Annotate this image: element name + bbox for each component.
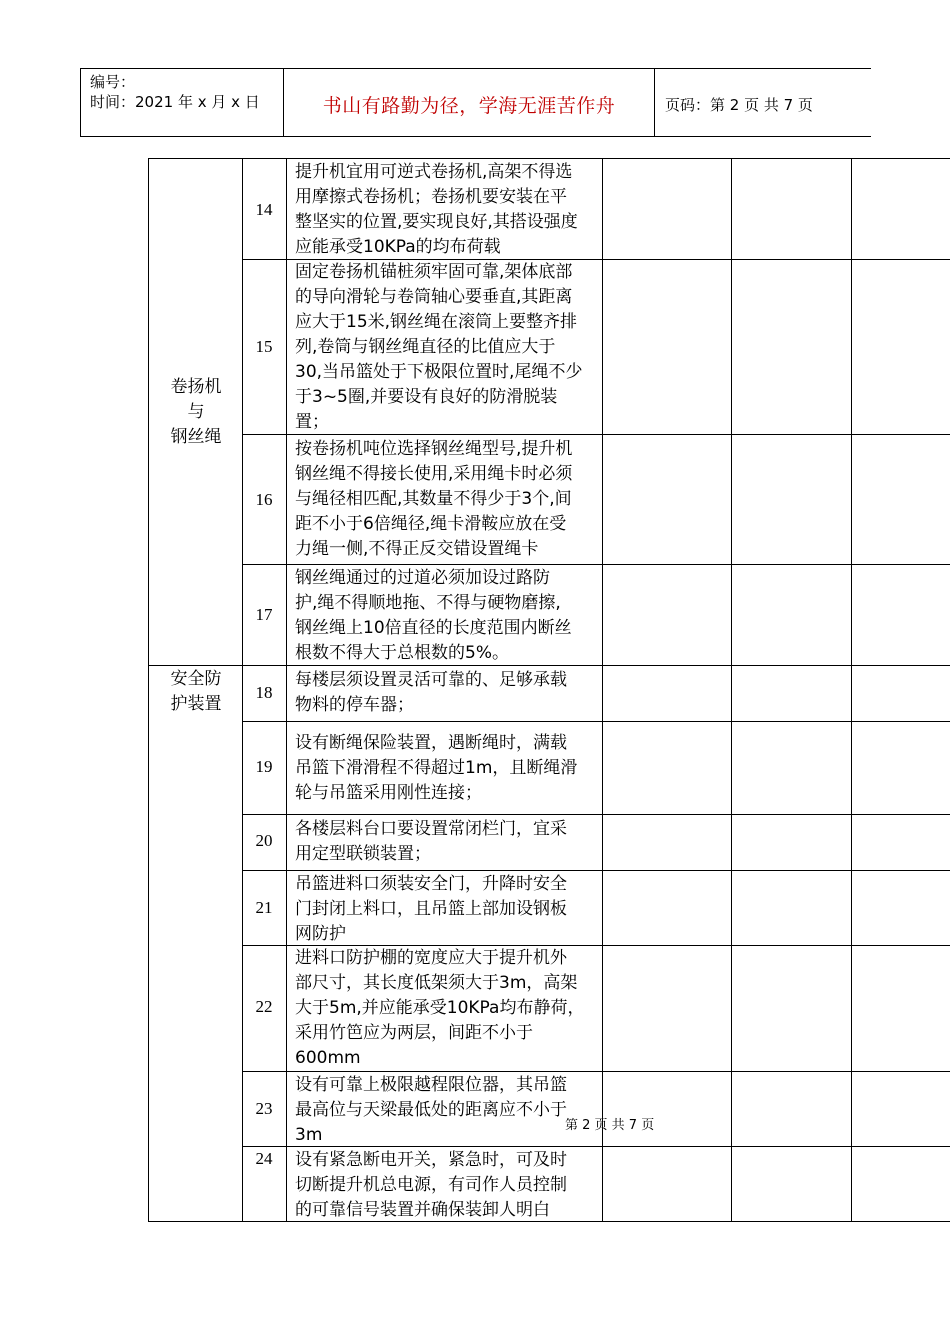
row-divider [242, 870, 950, 871]
header-page-cell [655, 69, 871, 136]
table-col-divider-2 [286, 158, 287, 1222]
row-number: 17 [255, 605, 273, 624]
row-divider [242, 721, 950, 722]
table-border-left [148, 158, 149, 1222]
row-text: 进料口防护棚的宽度应大于提升机外 部尺寸，其长度低架须大于3m，高架 大于5m,并应能承受10KPa均布静荷， 采用竹笆应为两层，间距不小于 600mm [295, 948, 585, 1068]
time-label: 时间：2021 年 x 月 x 日 [90, 93, 260, 111]
row-text: 按卷扬机吨位选择钢丝绳型号,提升机 钢丝绳不得接长使用,采用绳卡时必须 与绳径相匹配,其数量不得少于3个,间 距不小于6倍绳径,绳卡滑鞍应放在受 力绳一侧,不得正反交错设置绳卡 [295, 439, 573, 559]
row-text: 设有断绳保险装置，遇断绳时，满载 吊篮下滑滑程不得超过1m，且断绳滑 轮与吊篮采用刚性连接； [295, 733, 578, 803]
row-number: 19 [255, 757, 273, 776]
row-text: 钢丝绳通过的过道必须加设过路防 护,绳不得顺地拖、不得与硬物磨擦, 钢丝绳上10倍直径的长度范围内断丝 根数不得大于总根数的5%。 [295, 568, 572, 663]
row-number: 15 [255, 337, 273, 356]
row-number: 20 [255, 831, 273, 850]
row-number: 23 [255, 1099, 273, 1118]
row-divider [242, 564, 950, 565]
row-divider [242, 814, 950, 815]
row-text: 各楼层料台口要设置常闭栏门，宜采 用定型联锁装置； [295, 819, 567, 864]
row-text: 吊篮进料口须装安全门，升降时安全 门封闭上料口，且吊篮上部加设钢板 网防护 [295, 874, 567, 944]
table-border-top [148, 158, 950, 159]
page-footer: 第 2 页 共 7 页 [565, 1118, 655, 1133]
page-header [80, 68, 871, 137]
page-label: 页码：第 2 页 共 7 页 [665, 96, 813, 114]
row-number: 22 [255, 997, 273, 1016]
table-col-divider-4 [731, 158, 732, 1222]
row-number: 18 [255, 683, 273, 702]
header-motto-cell [284, 69, 655, 136]
row-text: 设有紧急断电开关，紧急时，可及时 切断提升机总电源，有司作人员控制 的可靠信号装置并确保装卸人明白 [295, 1150, 567, 1220]
header-meta-cell [81, 69, 284, 136]
motto: 书山有路勤为径，学海无涯苦作舟 [322, 95, 616, 117]
row-number: 14 [255, 200, 273, 219]
row-number: 21 [255, 898, 273, 917]
row-number: 24 [255, 1149, 273, 1168]
row-text: 设有可靠上极限越程限位器，其吊篮 最高位与天梁最低处的距离应不小于 3m [295, 1075, 567, 1145]
row-number: 16 [255, 490, 273, 509]
row-text: 固定卷扬机锚桩须牢固可靠,架体底部 的导向滑轮与卷筒轴心要垂直,其距离 应大于15米,钢丝绳在滚筒上要整齐排 列,卷筒与钢丝绳直径的比值应大于 30,当吊篮处于下极限位置时,尾绳不少 于3~5圈,并要设有良好的防滑脱装 置； [295, 262, 583, 432]
table-col-divider-5 [851, 158, 852, 1222]
row-divider [242, 1071, 950, 1072]
category-hoist-rope: 卷扬机 与 钢丝绳 [170, 377, 222, 447]
row-text: 每楼层须设置灵活可靠的、足够承载 物料的停车器； [295, 670, 567, 715]
number-label: 编号： [90, 73, 136, 91]
category-safety-devices: 安全防 护装置 [170, 669, 222, 714]
row-text: 提升机宜用可逆式卷扬机,高架不得选 用摩擦式卷扬机；卷扬机要安装在平 整坚实的位置,要实现良好,其搭设强度 应能承受10KPa的均布荷载 [295, 162, 578, 257]
